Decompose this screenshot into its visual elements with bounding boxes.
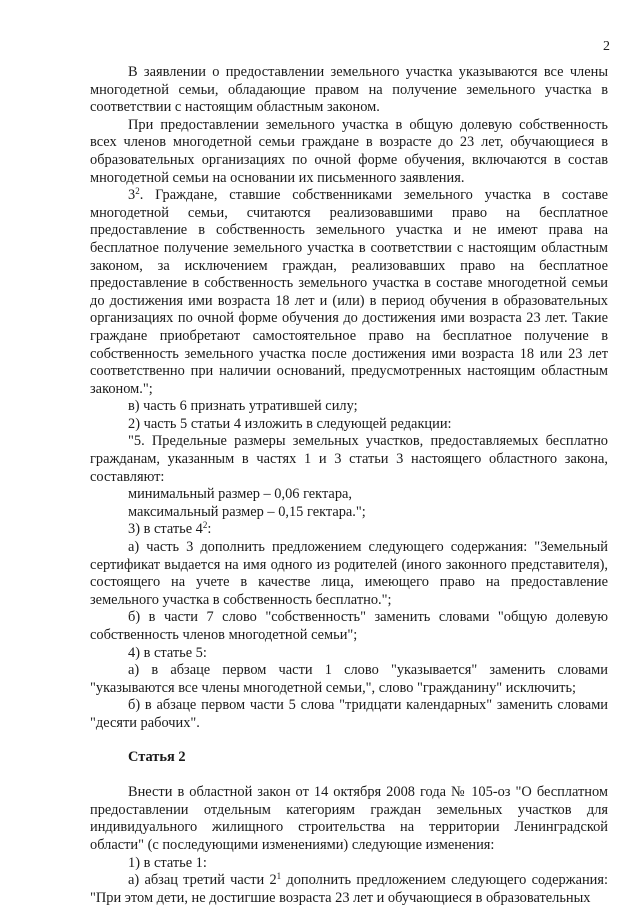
superscript: 2 bbox=[135, 186, 140, 197]
list-item: в) часть 6 признать утратившей силу; bbox=[128, 398, 358, 415]
list-item: а) часть 3 дополнить предложением следующего содержания: "Земельный сертификат выдается на имя одного из родителей (иного законного представителя), состоящего на учете в качестве лица, имеющего право на предоставление земельного участка в собственность бесплатно."; bbox=[90, 539, 608, 608]
paragraph: При предоставлении земельного участка в общую долевую собственность всех членов многодетной семьи граждане в возрасте до 23 лет, обучающиеся в образовательных организациях по очной форме обучения, включаются в состав многодетной семьи на основании их письменного заявления. bbox=[90, 116, 608, 186]
list-item: б) в части 7 слово "собственность" заменить словами "общую долевую собственность членов многодетной семьи"; bbox=[90, 609, 608, 643]
page-number: 2 bbox=[603, 39, 610, 54]
paragraph: Внести в областной закон от 14 октября 2008 года № 105-оз "О бесплатном предоставлении отдельным категориям граждан земельных участков для индивидуального жилищного строительства на территории Ленинградской области" (с последующими изменениями) следующие изменения: bbox=[90, 784, 608, 853]
clause-number: 3 bbox=[128, 187, 136, 204]
list-item: 3) в статье $4^2$: bbox=[128, 520, 212, 538]
list-item: а) в абзаце первом части 1 слово "указывается" заменить словами "указываются все члены многодетной семьи,", слово "гражданину" исключить; bbox=[90, 662, 608, 696]
list-item: "5. Предельные размеры земельных участков, предоставляемых бесплатно гражданам, указанным в частях 1 и 3 статьи 3 настоящего областного закона, составляют: bbox=[90, 433, 608, 485]
superscript: 1 bbox=[276, 871, 282, 882]
article-heading: Статья 2 bbox=[128, 748, 186, 765]
paragraph: В заявлении о предоставлении земельного участка указываются все члены многодетной семьи, обладающие правом на получение земельного участка в соответствии с настоящим областным законом. bbox=[90, 64, 608, 116]
clause-text: . Граждане, ставшие собственниками земельного участка в составе многодетной семьи, считаются реализовавшими право на бесплатное предоставление в собственность земельного участка и не имеют права на бесплатное получение земельного участка в соответствии с настоящим областным законом, за исключением граждан, реализовавших право на бесплатное предоставление в собственность земельного участка в составе многодетной семьи до достижения ими возраста 18 лет и (или) в период обучения в образовательных организациях по очной форме обучения до достижения ими возраста 23 лет. Такие граждане приобретают самостоятельное право на бесплатное получение в собственность земельного участка после достижения ими возраста 18 или 23 лет соответственно при наличии оснований, предусмотренных настоящим областным законом."; bbox=[90, 187, 608, 397]
list-item: 1) в статье 1: bbox=[128, 854, 207, 871]
list-item: 2) часть 5 статьи 4 изложить в следующей редакции: bbox=[128, 415, 452, 432]
list-item: 4) в статье 5: bbox=[128, 644, 207, 661]
list-item: а) абзац третий части $2^1$ дополнить предложением следующего содержания: "При этом дети, не достигшие возраста 23 лет и обучающиеся в образовательных bbox=[90, 871, 608, 906]
superscript: 2 bbox=[202, 520, 208, 531]
list-item: минимальный размер – 0,06 гектара, bbox=[128, 486, 353, 503]
list-item: б) в абзаце первом части 5 слова "тридцати календарных" заменить словами "десяти рабочих". bbox=[90, 697, 608, 731]
paragraph-3-2 bbox=[90, 187, 608, 398]
list-item: максимальный размер – 0,15 гектара."; bbox=[128, 503, 366, 520]
document-body bbox=[90, 64, 608, 907]
